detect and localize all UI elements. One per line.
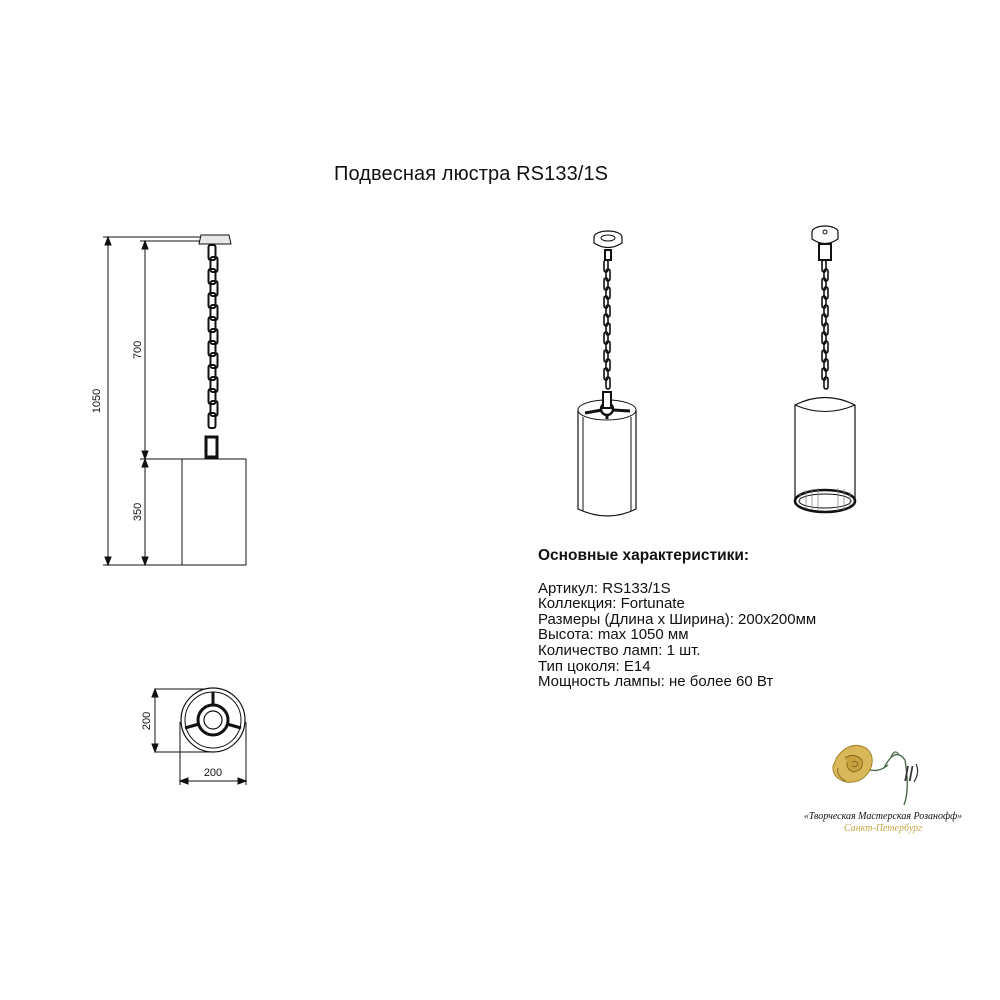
logo-city: Санкт-Петербург bbox=[843, 823, 923, 834]
perspective-view-open bbox=[578, 231, 636, 516]
specs-heading: Основные характеристики: bbox=[538, 547, 750, 564]
ceiling-canopy bbox=[199, 235, 231, 244]
specs-block bbox=[538, 548, 816, 690]
spec-collection: Коллекция: Fortunate bbox=[538, 595, 685, 613]
dim-width-label: 200 bbox=[203, 767, 223, 779]
logo-company: «Творческая Мастерская Розанофф» bbox=[803, 811, 963, 822]
dim-chain-label: 700 bbox=[132, 340, 144, 360]
svg-text:ll: ll bbox=[904, 764, 913, 786]
page-title: Подвесная люстра RS133/1S bbox=[334, 163, 609, 185]
lamp-holder bbox=[206, 437, 217, 457]
dim-total-label: 1050 bbox=[91, 388, 103, 414]
spec-lamp-count: Количество ламп: 1 шт. bbox=[538, 641, 701, 659]
chain bbox=[209, 245, 218, 428]
spec-height: Высота: max 1050 мм bbox=[538, 626, 689, 644]
top-view bbox=[181, 688, 245, 752]
spec-size: Размеры (Длина х Ширина): 200х200мм bbox=[538, 610, 817, 628]
dim-shade-label: 350 bbox=[132, 502, 144, 522]
logo-caption bbox=[795, 811, 971, 835]
spec-power: Мощность лампы: не более 60 Вт bbox=[538, 673, 774, 691]
lamp-shade bbox=[182, 459, 246, 565]
rose-logo-icon bbox=[833, 745, 918, 805]
perspective-view-closed bbox=[795, 226, 855, 512]
spec-socket: Тип цоколя: E14 bbox=[538, 657, 651, 675]
dim-depth-label: 200 bbox=[141, 711, 153, 731]
spec-article: Артикул: RS133/1S bbox=[538, 579, 671, 597]
